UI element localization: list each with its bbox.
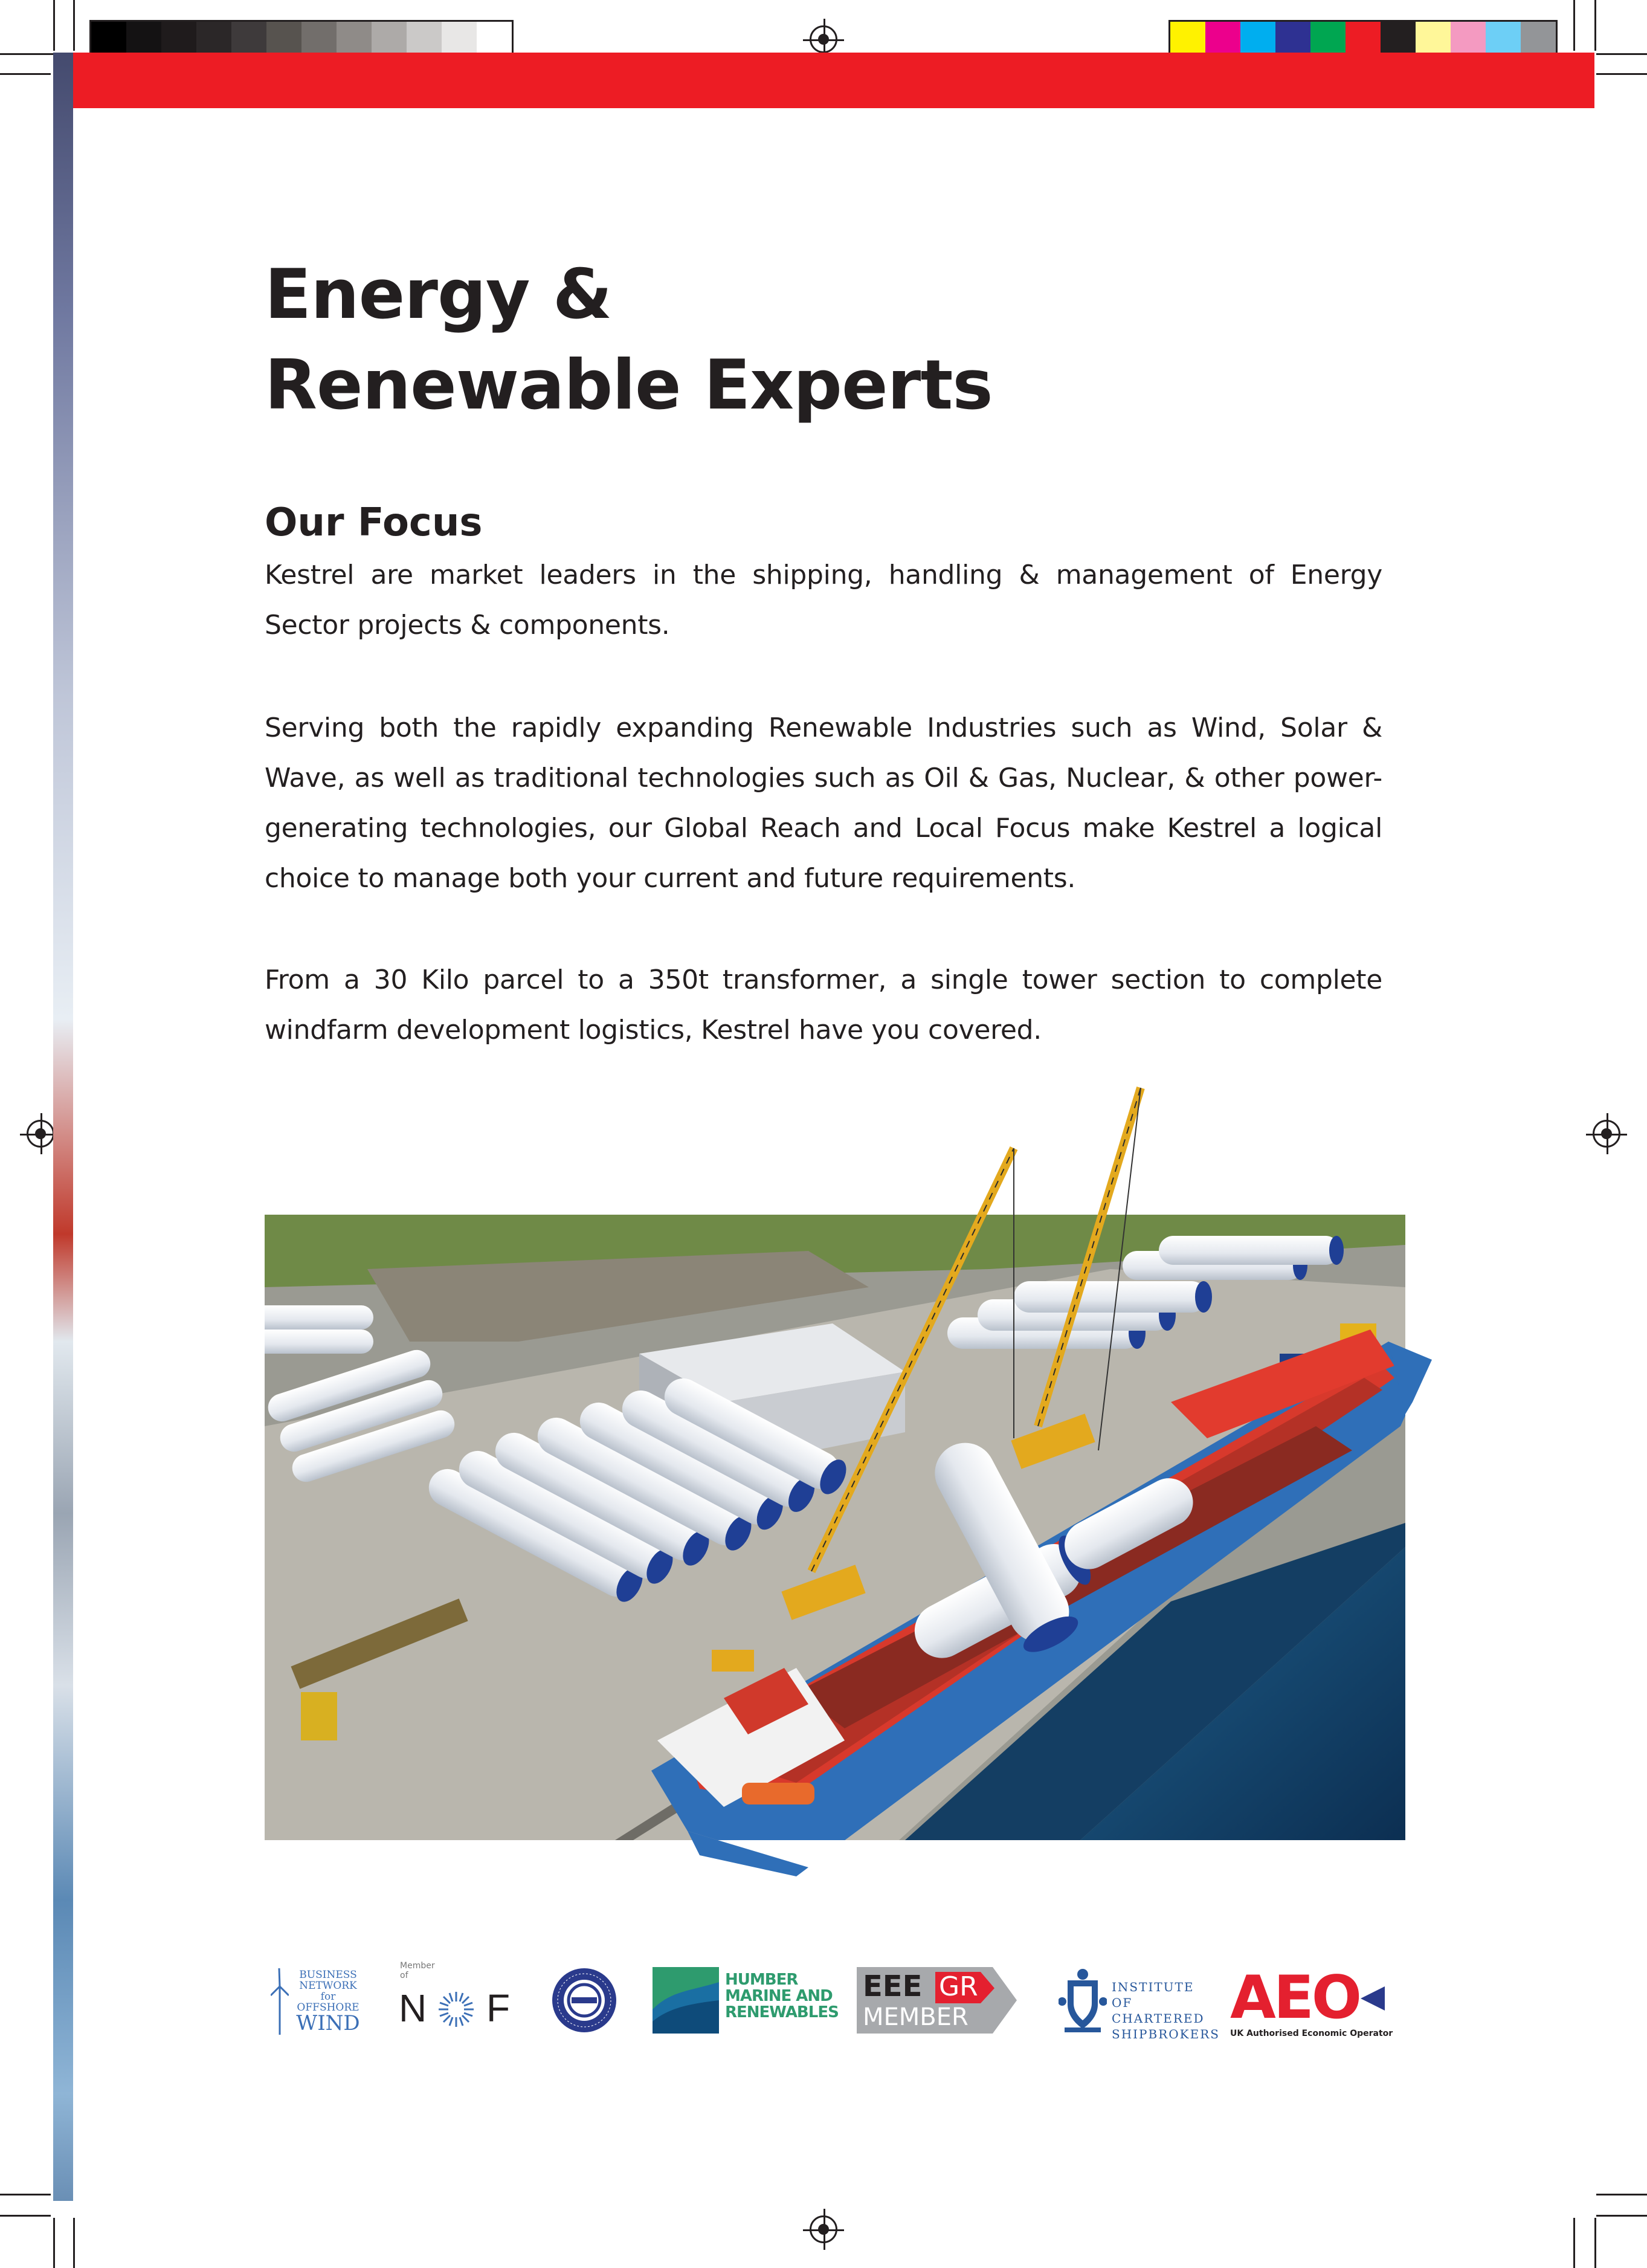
ics-line3: SHIPBROKERS — [1112, 2027, 1220, 2041]
registration-mark-bottom — [810, 2215, 837, 2243]
crop-mark — [1573, 0, 1575, 51]
gray-swatch — [161, 22, 196, 53]
color-swatch — [1381, 22, 1416, 53]
nof-f: F — [486, 1986, 511, 2030]
gray-swatch — [407, 22, 442, 53]
nof-of-label: of — [400, 1971, 408, 1980]
section-title: Our Focus — [265, 500, 483, 545]
grayscale-control-strip — [89, 20, 514, 55]
crop-mark — [53, 0, 55, 51]
crop-mark — [1594, 0, 1596, 51]
gray-swatch — [301, 22, 337, 53]
aeo-caption: UK Authorised Economic Operator — [1230, 2029, 1393, 2038]
humber-logo — [653, 1961, 839, 2040]
crop-mark — [1596, 2194, 1647, 2195]
gray-swatch — [196, 22, 231, 53]
crop-mark — [0, 53, 53, 55]
eeegr-member-badge — [857, 1961, 1020, 2040]
gray-swatch — [337, 22, 372, 53]
registration-mark-top — [810, 25, 837, 53]
color-swatch — [1310, 22, 1346, 53]
quality-standard-seal — [551, 1961, 617, 2040]
registration-mark-right — [1593, 1120, 1620, 1148]
humber-line1: HUMBER — [725, 1971, 798, 1989]
registration-mark-left — [27, 1120, 54, 1148]
crop-mark — [73, 2218, 75, 2268]
ics-line1: INSTITUTE OF — [1112, 1980, 1194, 2010]
gray-swatch — [442, 22, 477, 53]
bnow-logo — [271, 1961, 367, 2040]
bnow-line4: WIND — [296, 2011, 360, 2035]
bnow-line1: BUSINESS — [299, 1969, 357, 1981]
paragraph-capability: From a 30 Kilo parcel to a 350t transformer, a single tower section to complete windfarm development logistics, Kestrel have you covered. — [265, 964, 1382, 1045]
color-swatch — [1451, 22, 1486, 53]
nof-member-label: Member — [400, 1961, 435, 1971]
sunburst-icon — [435, 1988, 477, 2031]
gray-swatch — [91, 22, 126, 53]
humber-line2: MARINE AND — [725, 1987, 833, 2005]
header-band — [73, 53, 1594, 108]
nof-n: N — [399, 1986, 427, 2030]
gray-swatch — [266, 22, 301, 53]
page-title — [265, 249, 993, 430]
paragraph-intro: Kestrel are market leaders in the shipping, handling & management of Energy Sector projects & components. — [265, 560, 1382, 641]
aeo-mark: AEO — [1230, 1963, 1360, 2032]
color-swatch — [1521, 22, 1556, 53]
coat-of-arms-icon — [1059, 1968, 1107, 2035]
uk-map-icon — [1361, 1980, 1385, 2017]
crop-mark — [1573, 2218, 1575, 2268]
port-loading-photo — [265, 1088, 1405, 1885]
crop-mark — [1596, 2215, 1647, 2217]
gray-swatch — [126, 22, 161, 53]
crop-mark — [1594, 2218, 1596, 2268]
ics-line2: CHARTERED — [1112, 2011, 1205, 2026]
color-swatch — [1416, 22, 1451, 53]
gray-swatch — [477, 22, 512, 53]
eeegr-right: GR — [939, 1971, 978, 2002]
color-swatch — [1170, 22, 1205, 53]
color-swatch — [1275, 22, 1310, 53]
bnow-line2: NETWORK for — [299, 1980, 357, 2003]
color-swatch — [1486, 22, 1521, 53]
color-control-strip — [1168, 20, 1558, 55]
left-bleed-strip — [53, 53, 73, 2201]
crop-mark — [1596, 53, 1647, 55]
wind-turbine-icon — [271, 1968, 289, 2035]
gray-swatch — [231, 22, 266, 53]
crop-mark — [0, 73, 51, 75]
title-line-2: Renewable Experts — [265, 345, 993, 425]
crop-mark — [0, 2215, 51, 2217]
quality-seal-icon — [551, 1967, 617, 2034]
crop-mark — [53, 2218, 55, 2268]
color-swatch — [1240, 22, 1275, 53]
color-swatch — [1346, 22, 1381, 53]
humber-line3: RENEWABLES — [725, 2003, 839, 2021]
crop-mark — [1596, 73, 1647, 75]
title-line-1: Energy & — [265, 254, 612, 334]
eeegr-left: EEE — [863, 1969, 923, 2003]
ics-logo — [1059, 1961, 1220, 2041]
gray-swatch — [372, 22, 407, 53]
paragraph-industries: Serving both the rapidly expanding Renewable Industries such as Wind, Solar & Wave, as well as traditional technologies such as Oil & Gas, Nuclear, & other power-generating technologies, our Global Reach and Local Focus make Kestrel a logical choice to manage both your current and future requirements. — [265, 712, 1382, 894]
wave-icon — [653, 1967, 719, 2034]
crop-mark — [73, 0, 75, 51]
aeo-logo — [1230, 1961, 1393, 2040]
color-swatch — [1205, 22, 1240, 53]
nof-logo — [399, 1961, 520, 2040]
crop-mark — [0, 2194, 51, 2195]
bnow-line3: OFFSHORE — [297, 2001, 359, 2014]
eeegr-member-label: MEMBER — [863, 2003, 969, 2031]
